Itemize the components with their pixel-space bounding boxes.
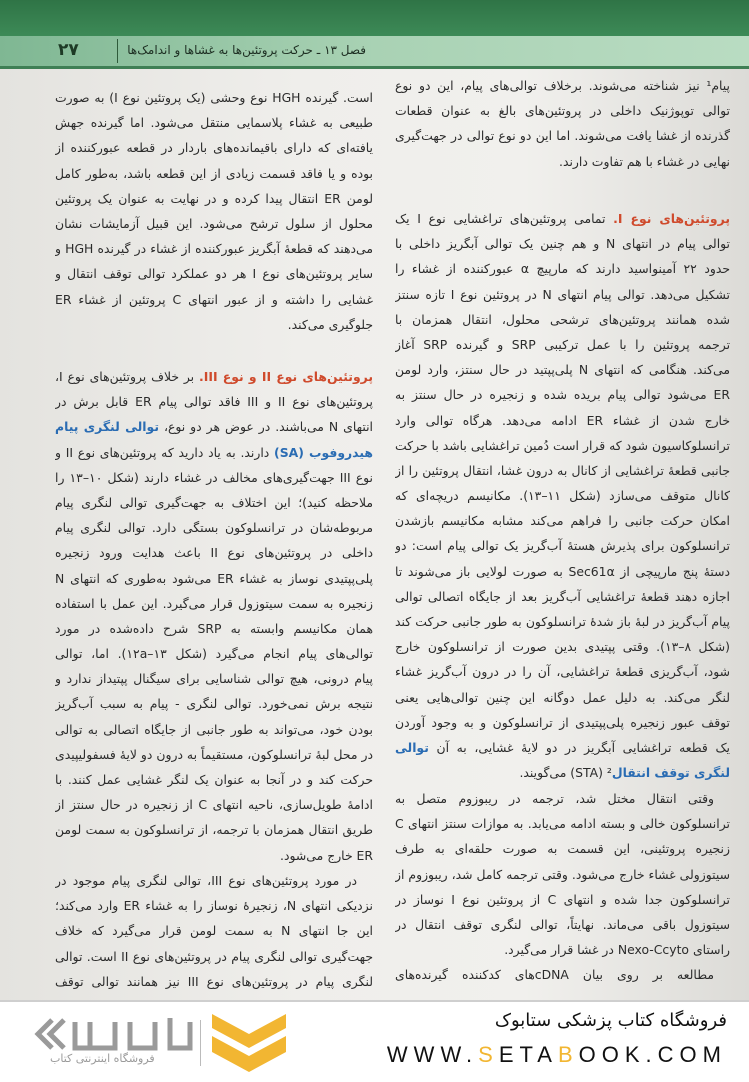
text-line: [395, 307, 730, 332]
text-span: شده همانند پروتئین‌های ترشحی محلول، انتقال همزمان با: [395, 311, 730, 327]
shop-name: فروشگاه کتاب پزشکی ستابوک: [494, 1010, 727, 1031]
shop-url[interactable]: [387, 1042, 727, 1068]
text-line: [395, 357, 730, 382]
logo-subtitle: فروشگاه اینترنتی کتاب: [50, 1052, 155, 1065]
text-span: پروتئین‌های نوع II و III فاقد توالی پیام ER قابل برش در: [55, 394, 373, 410]
text-span: پیام¹ نیز شناخته می‌شوند. برخلاف توالی‌های پیام، این دو نوع: [395, 78, 730, 93]
text-span: می‌دهند که قطعهٔ آبگریز عبورکننده از غشاء در گیرنده HGH و: [55, 241, 373, 257]
text-span: ادامهٔ طویل‌سازی، ناحیه انتهای C از زنجیره در حال سنتز از: [55, 797, 373, 813]
text-span: ترانسلوکون جدا شده و انتهای C از پروتئین نوع I نوساز در: [395, 891, 730, 907]
text-span: نوع III جهت‌گیری‌های مخالف در غشاء دارند (شکل ۱۰–۱۳ را: [55, 469, 373, 485]
right-col-paragraph: [395, 206, 730, 785]
text-line: [395, 584, 730, 609]
text-span: زنجیره به سمت سیتوزول قرار می‌گیرد. این عمل با استفاده: [55, 595, 373, 611]
text-line: [395, 710, 730, 735]
url-part: OOK.COM: [578, 1042, 727, 1067]
text-line: [55, 817, 373, 842]
section-heading: پروتئین‌های نوع I.: [613, 211, 730, 226]
text-span: ملاحظه کنید)؛ این اختلاف به جهت‌گیری توالی لنگری پیام: [55, 494, 373, 510]
text-line: [55, 566, 373, 591]
text-span: پیام آب‌گریز در لبهٔ باز شدهٔ ترانسلوکون به طور جانبی حرکت کند: [395, 614, 730, 629]
text-line: [55, 287, 373, 312]
text-line: [55, 918, 373, 943]
text-span: دارند. به یاد دارید که پروتئین‌های نوع II و: [55, 444, 275, 460]
text-line: [395, 123, 730, 148]
text-span: مربوطه‌شان در ترانسلوکون بستگی دارد. توالی لنگری پیام: [55, 520, 373, 536]
text-span: نزدیکی انتهای N، زنجیرهٔ نوساز را به غشاء ER وارد می‌کند؛: [55, 898, 373, 914]
text-span: تشکیل می‌دهد. توالی پیام انتهای N در پروتئین نوع I تازه سنتز: [395, 286, 730, 302]
text-line: [55, 110, 373, 135]
text-line: [55, 364, 373, 389]
text-line: [395, 634, 730, 659]
url-part: S: [478, 1042, 499, 1067]
text-span: زنجیره پروتئینی، این قسمت به صورت حلقه‌ای به طرف: [395, 841, 730, 857]
text-span: پلی‌پپتیدی نوساز به غشاء ER می‌شود به‌طوری که انتهای N: [55, 570, 373, 586]
text-line: [395, 811, 730, 836]
text-span: سیتوزول باقی می‌ماند. نهایتاً، توالی لنگری توقف انتقال در: [395, 916, 730, 932]
text-line: [395, 256, 730, 281]
text-line: [55, 186, 373, 211]
text-line: [55, 944, 373, 969]
text-span: ترانسلوکاسیون شود که قرار است دُمین تراغشایی باشد با حرکت: [395, 437, 730, 453]
left-col-paragraph: [55, 85, 373, 337]
text-span: توالی‌های پیام انجام می‌گیرد (شکل ۱۲a–۱۳). اما، توالی: [55, 646, 373, 662]
text-line: [55, 843, 373, 868]
text-span: در محل لبهٔ ترانسلوکون، مستقیماً به درون دو لایهٔ فسفولیپیدی: [55, 746, 373, 762]
text-span: شود، آب‌گریزی قطعهٔ تراغشایی، آن را در درون آب‌گریز غشاء: [395, 664, 730, 680]
text-line: [395, 685, 730, 710]
text-span: جهت‌گیری توالی لنگری پیام در پروتئین‌های نوع II است. توالی: [55, 948, 373, 964]
text-span: است. گیرنده HGH نوع وحشی (یک پروتئین نوع I) به صورت: [55, 90, 373, 105]
text-line: [395, 862, 730, 887]
text-span: جانبی قطعهٔ تراغشایی از کانال به درون غشا، انتقال پروتئین را از: [395, 462, 730, 478]
text-span: بودن خود، می‌تواند به طور جانبی از جایگاه اتصالی به توالی: [55, 721, 373, 737]
text-line: [55, 389, 373, 414]
key-term: توالی: [395, 739, 429, 755]
text-span: نهایی در غشاء با هم تفاوت دارند.: [559, 153, 730, 169]
header-bar: [0, 0, 749, 36]
text-span: ترانسلوکون برای پذیرش هستهٔ آب‌گریز یک توالی پیام است: دو: [395, 538, 730, 554]
text-line: [55, 312, 373, 337]
text-line: [55, 540, 373, 565]
key-term: هیدروفوب (SA): [274, 444, 373, 460]
text-line: [395, 786, 730, 811]
text-line: [395, 206, 730, 231]
text-span: بر خلاف پروتئین‌های نوع I،: [55, 369, 199, 384]
text-span: داخلی در پروتئین‌های نوع II باعث هدایت ورود زنجیره: [55, 545, 373, 561]
text-span: لنگر می‌کند. به دلیل عمل دوگانه این چنین توالی‌هایی یعنی: [395, 689, 730, 705]
running-header: [0, 36, 749, 69]
text-span: ترانسلوکون خالی و بسته ادامه می‌یابد. به موازات سنتز انتهای C: [395, 816, 730, 832]
text-span: حرکت کند و در آنجا به عنوان یک لنگر غشایی عمل کنند. با: [55, 772, 373, 787]
text-line: [55, 969, 373, 994]
url-part: B: [557, 1042, 579, 1067]
section-heading: پروتئین‌های نوع II و نوع III.: [199, 369, 373, 384]
text-line: [395, 912, 730, 937]
text-span: گذرنده از غشا یافت می‌شوند. اما این دو نوع توالی در جهت‌گیری: [395, 128, 730, 144]
text-line: [395, 937, 730, 962]
text-line: [395, 483, 730, 508]
text-line: [55, 792, 373, 817]
text-span: پیام درونی، هیچ توالی شناسایی برای سیگنال پپتیداز ندارد و: [55, 671, 373, 687]
text-line: [395, 98, 730, 123]
key-term: توالی لنگری پیام: [55, 419, 159, 435]
text-line: [395, 962, 730, 987]
text-line: [395, 408, 730, 433]
text-span: سیتوزولی غشاء خارج می‌شود. وقتی ترجمه کامل شد، ریبوزوم از: [395, 866, 730, 882]
text-line: [55, 691, 373, 716]
text-span: محلول از سلول ترشح می‌شود. این قبیل آزمایشات نشان: [55, 215, 373, 231]
text-line: [55, 211, 373, 236]
left-col-paragraph: [55, 364, 373, 868]
text-span: توالی پیام در انتهای N و هم چنین یک توالی آبگریز داخلی با: [395, 236, 730, 252]
text-line: [55, 767, 373, 792]
text-span: خارج شدن از غشاء ER ادامه می‌دهد. هرگاه توالی وارد: [395, 412, 730, 428]
text-line: [55, 868, 373, 893]
text-line: [395, 559, 730, 584]
text-line: [395, 836, 730, 861]
key-term: لنگری توقف انتقال: [611, 765, 730, 781]
logo-divider: [200, 1020, 201, 1066]
text-line: [395, 609, 730, 634]
text-span: توالی توپوژنیک داخلی در پروتئین‌های بالغ به عنوان قطعات: [395, 103, 730, 119]
text-span: می‌کند. هنگامی که انتهای N پلی‌پپتید در حال سنتز، وارد لومن: [395, 362, 730, 378]
text-line: [55, 893, 373, 918]
text-span: نتیجه برش نمی‌خورد. توالی لنگری - پیام به سبب آب‌گریز: [55, 696, 373, 712]
text-line: [55, 591, 373, 616]
text-span: مطالعه بر روی بیان cDNAهای کدکننده گیرنده‌های: [395, 967, 714, 983]
text-span: توقف عبور زنجیره پلی‌پپتیدی از ترانسلوکون و به وجود آوردن: [395, 714, 730, 730]
text-line: [395, 887, 730, 912]
text-span: اجازه دهند قطعهٔ تراغشایی آب‌گریز بعد از جایگاه اتصالی توالی: [395, 588, 730, 604]
text-span: انتهای N می‌باشند. در عوض هر دو نوع،: [158, 419, 373, 435]
text-line: [55, 616, 373, 641]
text-span: حدود ۲۲ آمینواسید دارند که مارپیچ α عبورکننده از غشاء را: [395, 261, 730, 277]
text-line: [55, 261, 373, 286]
text-line: [395, 760, 730, 785]
text-line: [55, 135, 373, 160]
text-line: [395, 73, 730, 98]
text-span: کانال متوقف می‌سازد (شکل ۱۱–۱۳). مکانیسم دریچه‌ای که: [395, 488, 730, 504]
text-span: وقتی انتقال مختل شد، ترجمه در ریبوزوم متصل به: [395, 791, 714, 806]
text-line: [395, 735, 730, 760]
text-span: همان مکانیسم وابسته به SRP شرح داده‌شده در مورد: [55, 620, 373, 636]
text-span: ER خارج می‌شود.: [280, 847, 373, 863]
text-line: [55, 717, 373, 742]
text-line: [55, 515, 373, 540]
text-span: طریق انتقال همزمان با ترجمه، از ترانسلوکون به سمت لومن: [55, 822, 373, 838]
page-number: ۲۷: [58, 40, 79, 60]
text-span: یافته‌ای که دارای باقیمانده‌های باردار در قطعه عبورکننده از: [55, 140, 373, 156]
text-line: [55, 465, 373, 490]
text-span: (شکل ۸–۱۳). وقتی پپتیدی بدین صورت از ترانسلوکون خارج: [395, 639, 730, 655]
header-divider: [117, 39, 118, 63]
text-line: [395, 332, 730, 357]
text-line: [395, 231, 730, 256]
text-line: [395, 533, 730, 558]
text-span: یک قطعه تراغشایی آبگریز در دو لایهٔ غشایی، به آن: [428, 739, 730, 755]
text-span: طبیعی به غشاء پلاسمایی منتقل می‌شود. اما گیرنده جهش: [55, 115, 373, 131]
text-span: راستای Nexo-Ccyto در غشا قرار می‌گیرد.: [504, 942, 730, 958]
text-span: سایر پروتئین‌های نوع I هر دو عملکرد توالی توقف انتقال و: [55, 266, 373, 282]
right-col-paragraph: [395, 786, 730, 988]
text-span: ترجمه پروتئین را با عمل ترکیبی SRP و گیرنده SRP آغاز: [395, 336, 730, 352]
text-line: [55, 161, 373, 186]
text-line: [55, 440, 373, 465]
text-line: [395, 149, 730, 174]
url-part: WWW.: [386, 1042, 479, 1067]
url-part: ETA: [498, 1042, 558, 1067]
text-span: ER می‌شود توالی پیام بریده شده و زنجیره در حال سنتز به: [395, 387, 730, 403]
text-line: [395, 433, 730, 458]
store-banner: [0, 1000, 749, 1082]
text-span: غشایی را داشته و از عبور انتهای C پروتئین از غشاء ER: [55, 291, 373, 307]
text-span: دستهٔ پنج مارپیچی از Sec61α به صورت لولایی باز می‌شوند تا: [395, 563, 730, 579]
left-col-paragraph: [55, 868, 373, 994]
text-span: لومن ER انتقال پیدا کرده و در نهایت به عنوان یک پروتئین: [55, 190, 373, 206]
text-line: [55, 490, 373, 515]
text-line: [55, 666, 373, 691]
text-line: [395, 508, 730, 533]
text-line: [55, 85, 373, 110]
text-span: در مورد پروتئین‌های نوع III، توالی لنگری پیام موجود در: [55, 873, 357, 888]
text-line: [395, 282, 730, 307]
text-span: ² (STA) می‌گویند.: [519, 765, 612, 781]
text-span: تمامی پروتئین‌های تراغشایی نوع I یک: [395, 211, 614, 226]
text-span: بوده و یا فاقد قسمت زیادی از این قطعه باشد، به‌طور کامل: [55, 165, 373, 181]
text-line: [55, 236, 373, 261]
text-line: [395, 382, 730, 407]
chapter-title: فصل ۱۳ ـ حرکت پروتئین‌ها به غشاها و اندامک‌ها: [127, 43, 366, 57]
text-line: [55, 742, 373, 767]
text-span: این جا انتهای N به سمت لومن قرار می‌گیرد که خلاف: [55, 923, 373, 939]
text-line: [395, 458, 730, 483]
text-line: [395, 659, 730, 684]
text-line: [55, 414, 373, 439]
setabook-chevron-logo-icon: [212, 1014, 286, 1074]
right-col-paragraph: [395, 73, 730, 174]
text-line: [55, 641, 373, 666]
text-span: جلوگیری می‌کند.: [287, 316, 373, 332]
text-span: لنگری پیام در پروتئین‌های نوع III نیز همانند توالی توقف: [55, 973, 373, 989]
text-span: امکان حرکت جانبی را فراهم می‌کند مشابه مکانیسم بازشدن: [395, 513, 730, 529]
